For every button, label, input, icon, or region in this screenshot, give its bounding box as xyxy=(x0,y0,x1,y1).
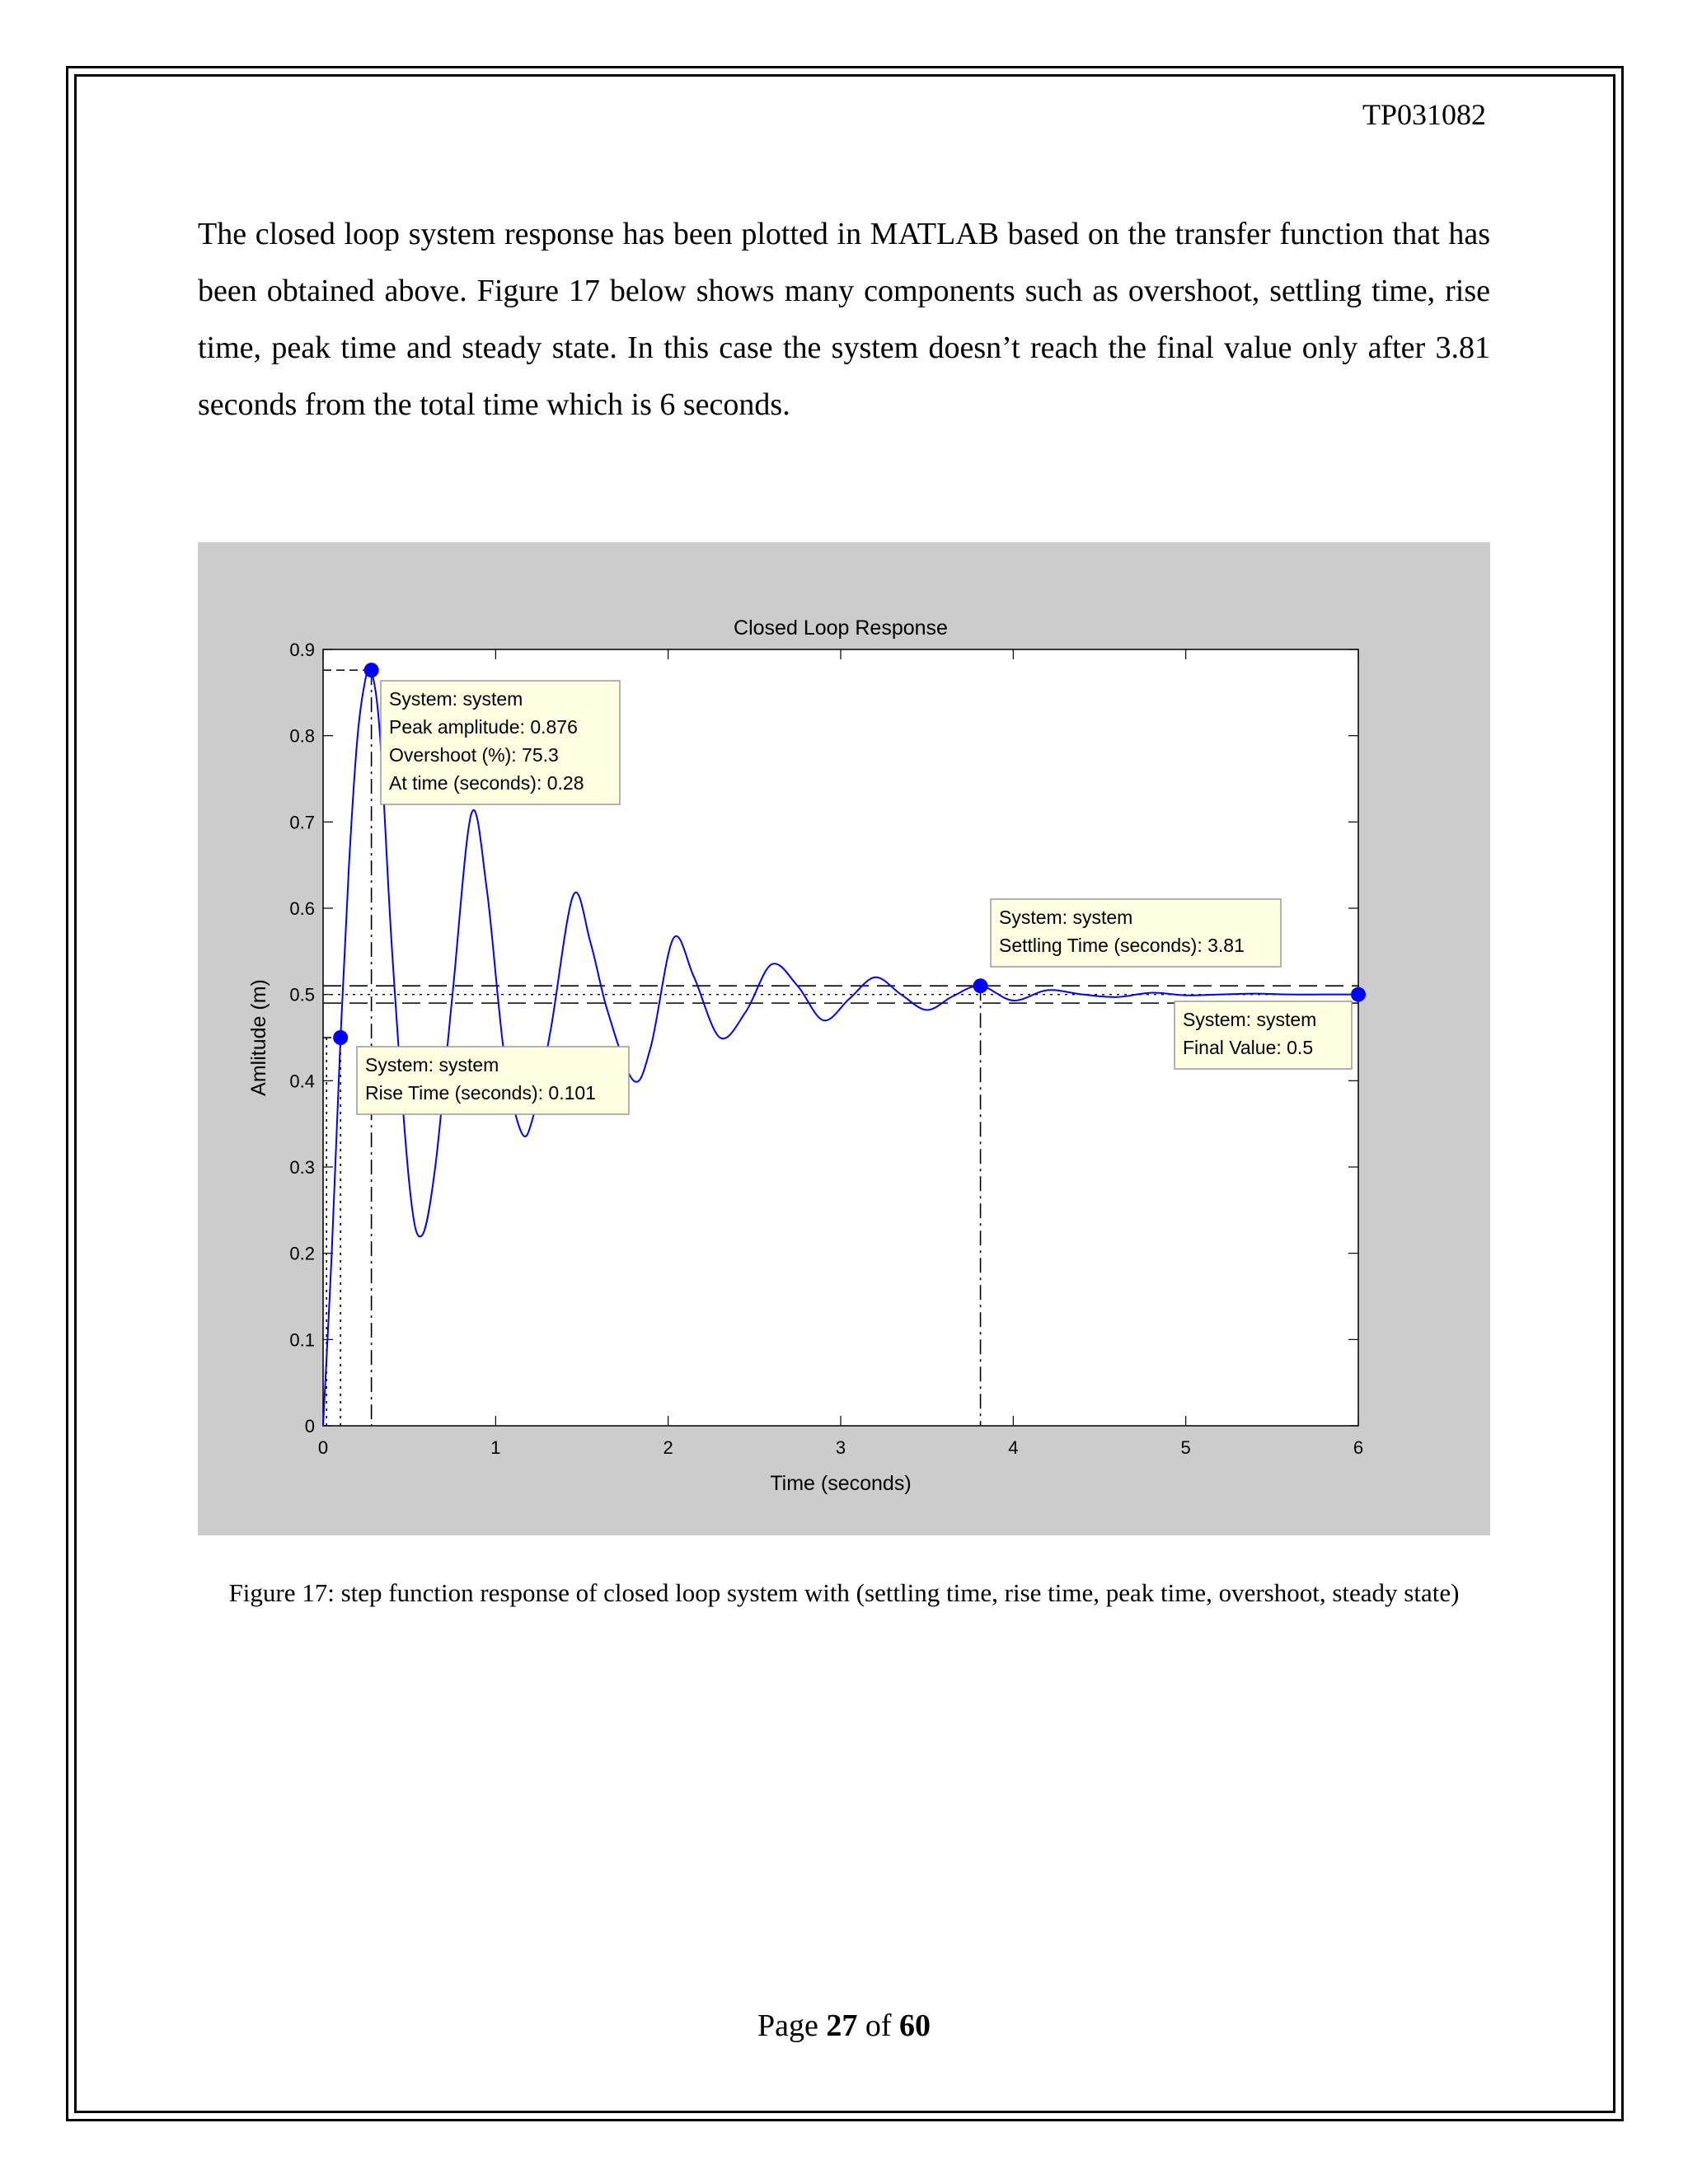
y-tick-label: 0 xyxy=(304,1416,315,1436)
page-number xyxy=(0,2008,1688,2044)
y-tick-label: 0.7 xyxy=(289,812,315,833)
x-tick-label: 3 xyxy=(835,1437,846,1458)
settling-datatip-text: System: system xyxy=(999,907,1133,928)
datatip-marker xyxy=(1351,987,1366,1002)
page-of: of xyxy=(865,2008,892,2043)
y-axis-label: Amlitude (m) xyxy=(247,979,270,1096)
rise-time-datatip-text: Rise Time (seconds): 0.101 xyxy=(365,1082,596,1104)
document-id: TP031082 xyxy=(1362,98,1486,131)
y-tick-label: 0.5 xyxy=(289,984,315,1005)
final-value-datatip-text: Final Value: 0.5 xyxy=(1183,1037,1314,1058)
peak-datatip-text: Peak amplitude: 0.876 xyxy=(389,716,578,738)
x-tick-label: 2 xyxy=(663,1437,673,1458)
y-tick-label: 0.6 xyxy=(289,898,315,919)
x-tick-label: 1 xyxy=(490,1437,501,1458)
final-value-datatip-text: System: system xyxy=(1183,1009,1317,1030)
datatip-marker xyxy=(333,1030,348,1045)
peak-datatip-text: System: system xyxy=(389,688,523,710)
x-tick-label: 5 xyxy=(1180,1437,1191,1458)
datatip-marker xyxy=(973,978,988,993)
peak-datatip-text: Overshoot (%): 75.3 xyxy=(389,744,559,766)
y-tick-label: 0.2 xyxy=(289,1243,315,1264)
x-tick-label: 6 xyxy=(1353,1437,1364,1458)
body-paragraph: The closed loop system response has been plotted in MATLAB based on the transfer function that has been obtained above. Figure 17 below shows many components such as overshoot, settling time, rise time, peak time and steady state. In this case the system doesn’t reach the final value only after 3.81 seconds from the total time which is 6 seconds. xyxy=(198,217,1490,422)
x-tick-label: 0 xyxy=(317,1437,329,1458)
x-tick-label: 4 xyxy=(1008,1437,1019,1458)
y-tick-label: 0.3 xyxy=(289,1157,315,1178)
rise-time-datatip-text: System: system xyxy=(365,1054,499,1076)
datatip-marker xyxy=(364,663,379,677)
page-prefix: Page xyxy=(757,2008,818,2043)
peak-datatip-text: At time (seconds): 0.28 xyxy=(389,772,584,794)
page-total: 60 xyxy=(899,2008,931,2043)
y-tick-label: 0.8 xyxy=(289,725,315,747)
y-tick-label: 0.4 xyxy=(289,1071,315,1092)
x-axis-label: Time (seconds) xyxy=(770,1472,912,1495)
settling-datatip-text: Settling Time (seconds): 3.81 xyxy=(999,935,1245,956)
page-current: 27 xyxy=(826,2008,858,2043)
figure-17 xyxy=(198,542,1490,1535)
y-tick-label: 0.9 xyxy=(289,640,315,660)
y-tick-label: 0.1 xyxy=(289,1329,315,1351)
closed-loop-response-chart xyxy=(198,542,1490,1535)
chart-title: Closed Loop Response xyxy=(734,616,948,640)
figure-caption: Figure 17: step function response of closed loop system with (settling time, rise time, peak time, overshoot, steady state) xyxy=(228,1578,1460,1607)
